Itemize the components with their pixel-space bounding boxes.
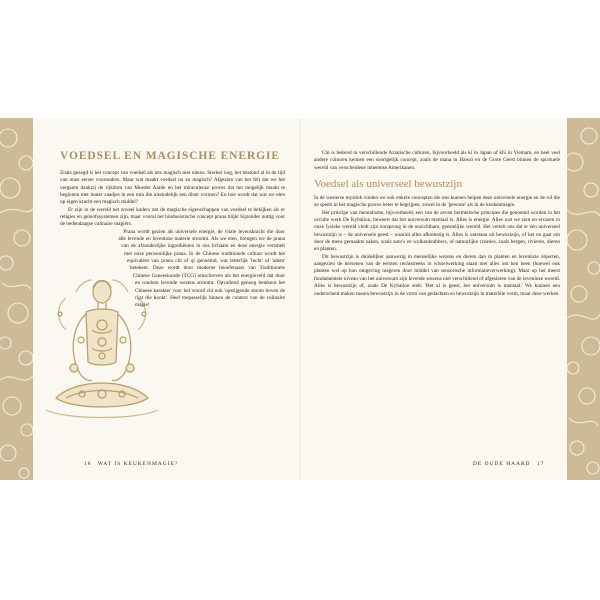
floral-ornament-border-right xyxy=(567,118,600,480)
running-title: WAT IS KEUKENMAGIE? xyxy=(97,461,179,467)
paragraph: Prana wordt gezien als universele energie, de vitale levenskracht die door alle levende en levenloze materie stroomt. Als we eten, brengen we de prana van de afzonderlijke ingrediënten in ons lichaam en deze energie versmelt met onze persoonlijke prana. In de Chinese traditionele cultuur wordt het equivalent van prana chi of qi genoemd, wat letterlijk 'lucht' of 'adem' betekent. Deze wordt door moderne beoefenaars van Traditionele Chinese Geneeskunde (TCG) omschreven als het energieveld dat door en rondom levende wezens stroomt. Opvallend genoeg betekent het Chinese karakter voor het woord chi ook 'opstijgende stoom boven de rijst die kookt'. Heel toepasselijk binnen de context van de culinaire magie! xyxy=(118,228,285,309)
floral-ornament-icon xyxy=(567,118,600,480)
page-number: 16 xyxy=(84,461,92,467)
paragraph: In de westerse mystiek vinden we ook enkele concepten die ons kunnen helpen deze universele energie en de rol die ze speelt in het magische proces beter te begrijpen, zowel in de 'gewone' als in de keukenmagie. xyxy=(314,195,560,209)
floral-ornament-icon xyxy=(0,118,33,480)
page-gutter xyxy=(299,118,301,480)
paragraph: Zoals gezegd is het concept van voedsel als iets magisch niet nieuw. Sterker nog, het bestond al in de tijd van onze eerste voorouders. Maar wat maakt voedsel nu zo magisch? Afgezien van het feit dat we het vergaren dankzij de rijkdom van Moeder Aarde en het miraculeuze proces dat het mogelijk maakt te beginnen met louter zaadjes in een tuin die uiteindelijk een diner vormen? En hoe wordt dat wat we eten op eigen kracht een magisch middel? xyxy=(60,170,285,206)
paragraph: Chi is bekend in verschillende Aziatische culturen, bijvoorbeeld als ki in Japan of khí in Vietnam, en heel veel andere culturen kennen een soortgelijk concept, zoals de mana in Hawaï en de Grote Geest binnen de spirituele wereld van verscheidene inheemse Amerikanen. xyxy=(314,150,560,171)
paragraph: Dit bewustzijn is duidelijker aanwezig in menselijke wezens en dieren dan in planten en levenloze objecten, aangezien de hersenen van de eersten rechtstreeks in wisselwerking staan met alles om hen heen (hoewel ook planten wel op hun omgeving reageren door middel van sensorische informatieverwerking). Maar op het meest fundamentele niveau van het universum zijn levende wezens niet verschillend of afgesloten van de levenloze wereld. Alles is bewustzijn of, zoals De Kybalion stelt: 'Het al is geest, het universum is mentaal.' We kunnen een onderscheid maken tussen bewustzijn in de vorm van gedachten en bewustzijn in materiële vorm, maar deze werken xyxy=(314,253,560,297)
page-number: 17 xyxy=(537,461,545,467)
paragraph: Er zijn in de wereld net zoveel kaders om de magische eigenschappen van voedsel te bekijken als er religies en geloofssystemen zijn, maar vooral het hindoeïstische concept prana blijkt bijzonder nuttig voor de hedendaagse culinaire magiërs. xyxy=(60,206,285,228)
running-title: DE OUDE HAARD xyxy=(473,461,531,467)
right-page-footer xyxy=(473,461,549,467)
meditating-figure-illustration xyxy=(36,270,168,435)
floral-ornament-border-left xyxy=(0,118,33,480)
section-title: VOEDSEL EN MAGISCHE ENERGIE xyxy=(60,150,280,162)
paragraph: Het principe van mentalisme, bijvoorbeeld, een van de zeven hermetische principes die genoemd worden in het occulte werk De Kybalion, beweert dat het universum mentaal is. Alles is energie. Alles wat we zien en ervaren in onze fysieke wereld vindt zijn oorsprong in de onzichtbare, geestelijke wereld. Het vertelt ons dat er één universeel bewustzijn is – de universele geest – waaruit alles afkomstig is. Alles is ontstaan uit bewustzijn, of het nu gaat om door de mens gemaakte zaken, zoals auto's en wolkenkrabbers, of natuurlijke creaties, zoals bergen, rivieren, dieren en planten. xyxy=(314,209,560,253)
left-page-footer xyxy=(80,461,178,467)
section-heading: Voedsel als universeel bewustzijn xyxy=(314,178,462,191)
right-page xyxy=(314,150,560,298)
meditating-figure-icon xyxy=(36,270,168,435)
